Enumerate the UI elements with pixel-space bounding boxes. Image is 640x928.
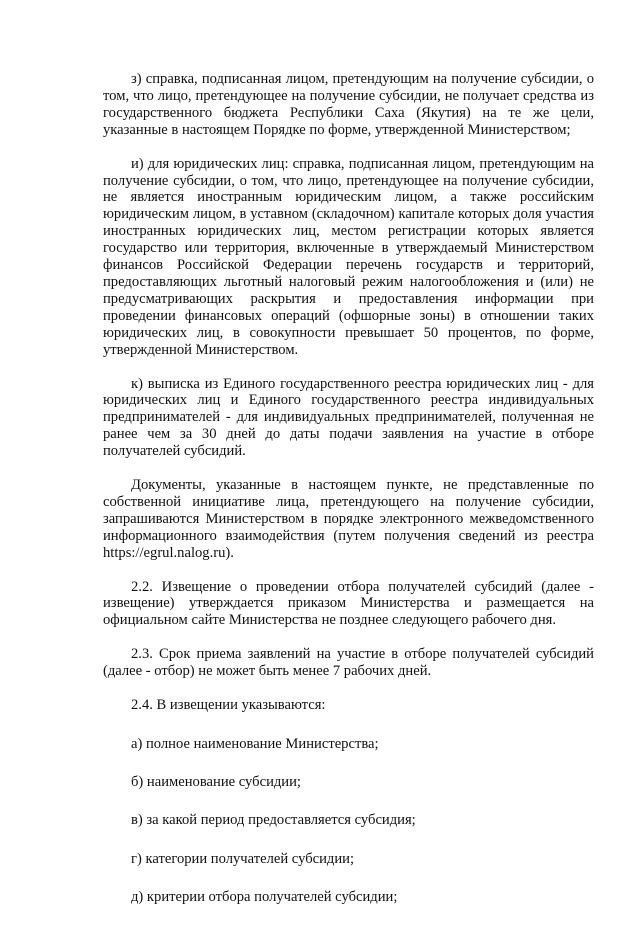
paragraph-2-4: 2.4. В извещении указываются:	[131, 697, 326, 714]
list-item-b: б) наименование субсидии;	[131, 773, 301, 790]
paragraph-z: з) справка, подписанная лицом, претендующим на получение субсидии, о том, что лицо, претендующее на получение субсидии, не получает средства из государственного бюджета Республики Саха (Якутия) на те же цели, указанные в настоящем Порядке по форме, утвержденной Министерством;	[103, 71, 594, 138]
document-body	[103, 71, 594, 928]
list-item-a: а) полное наименование Министерства;	[131, 735, 379, 752]
paragraph-documents: Документы, указанные в настоящем пункте, не представленные по собственной инициативе лица, претендующего на получение субсидии, запрашиваются Министерством в порядке электронного межведомственного информационного взаимодействия (путем получения сведений из реестра https://egrul.nalog.ru).	[103, 477, 594, 561]
list-item-v: в) за какой период предоставляется субсидия;	[131, 812, 416, 829]
paragraph-2-3: 2.3. Срок приема заявлений на участие в отборе получателей субсидий (далее - отбор) не может быть менее 7 рабочих дней.	[103, 646, 594, 680]
paragraph-k: к) выписка из Единого государственного реестра юридических лиц - для юридических лиц и Единого государственного реестра индивидуальных предпринимателей - для индивидуальных предпринимателей, полученная не ранее чем за 30 дней до даты подачи заявления на участие в отборе получателей субсидий.	[103, 375, 594, 460]
paragraph-2-2: 2.2. Извещение о проведении отбора получателей субсидий (далее - извещение) утверждается приказом Министерства и размещается на официальном сайте Министерства не позднее следующего рабочего дня.	[103, 578, 594, 629]
paragraph-i: и) для юридических лиц: справка, подписанная лицом, претендующим на получение субсидии, о том, что лицо, претендующее на получение субсидии, не является иностранным юридическим лицом, а также российским юридическим лицом, в уставном (складочном) капитале которых доля участия иностранных юридических лиц, местом регистрации которых является государство или территория, включенные в утверждаемый Министерством финансов Российской Федерации перечень государств и территорий, предоставляющих льготный налоговый режим налогообложения и (или) не предусматривающих раскрытия и предоставления информации при проведении финансовых операций (офшорные зоны) в отношении таких юридических лиц, в совокупности превышает 50 процентов, по форме, утвержденной Министерством.	[103, 155, 594, 358]
list-item-g: г) категории получателей субсидии;	[131, 850, 355, 867]
list-item-d: д) критерии отбора получателей субсидии;	[131, 889, 398, 906]
